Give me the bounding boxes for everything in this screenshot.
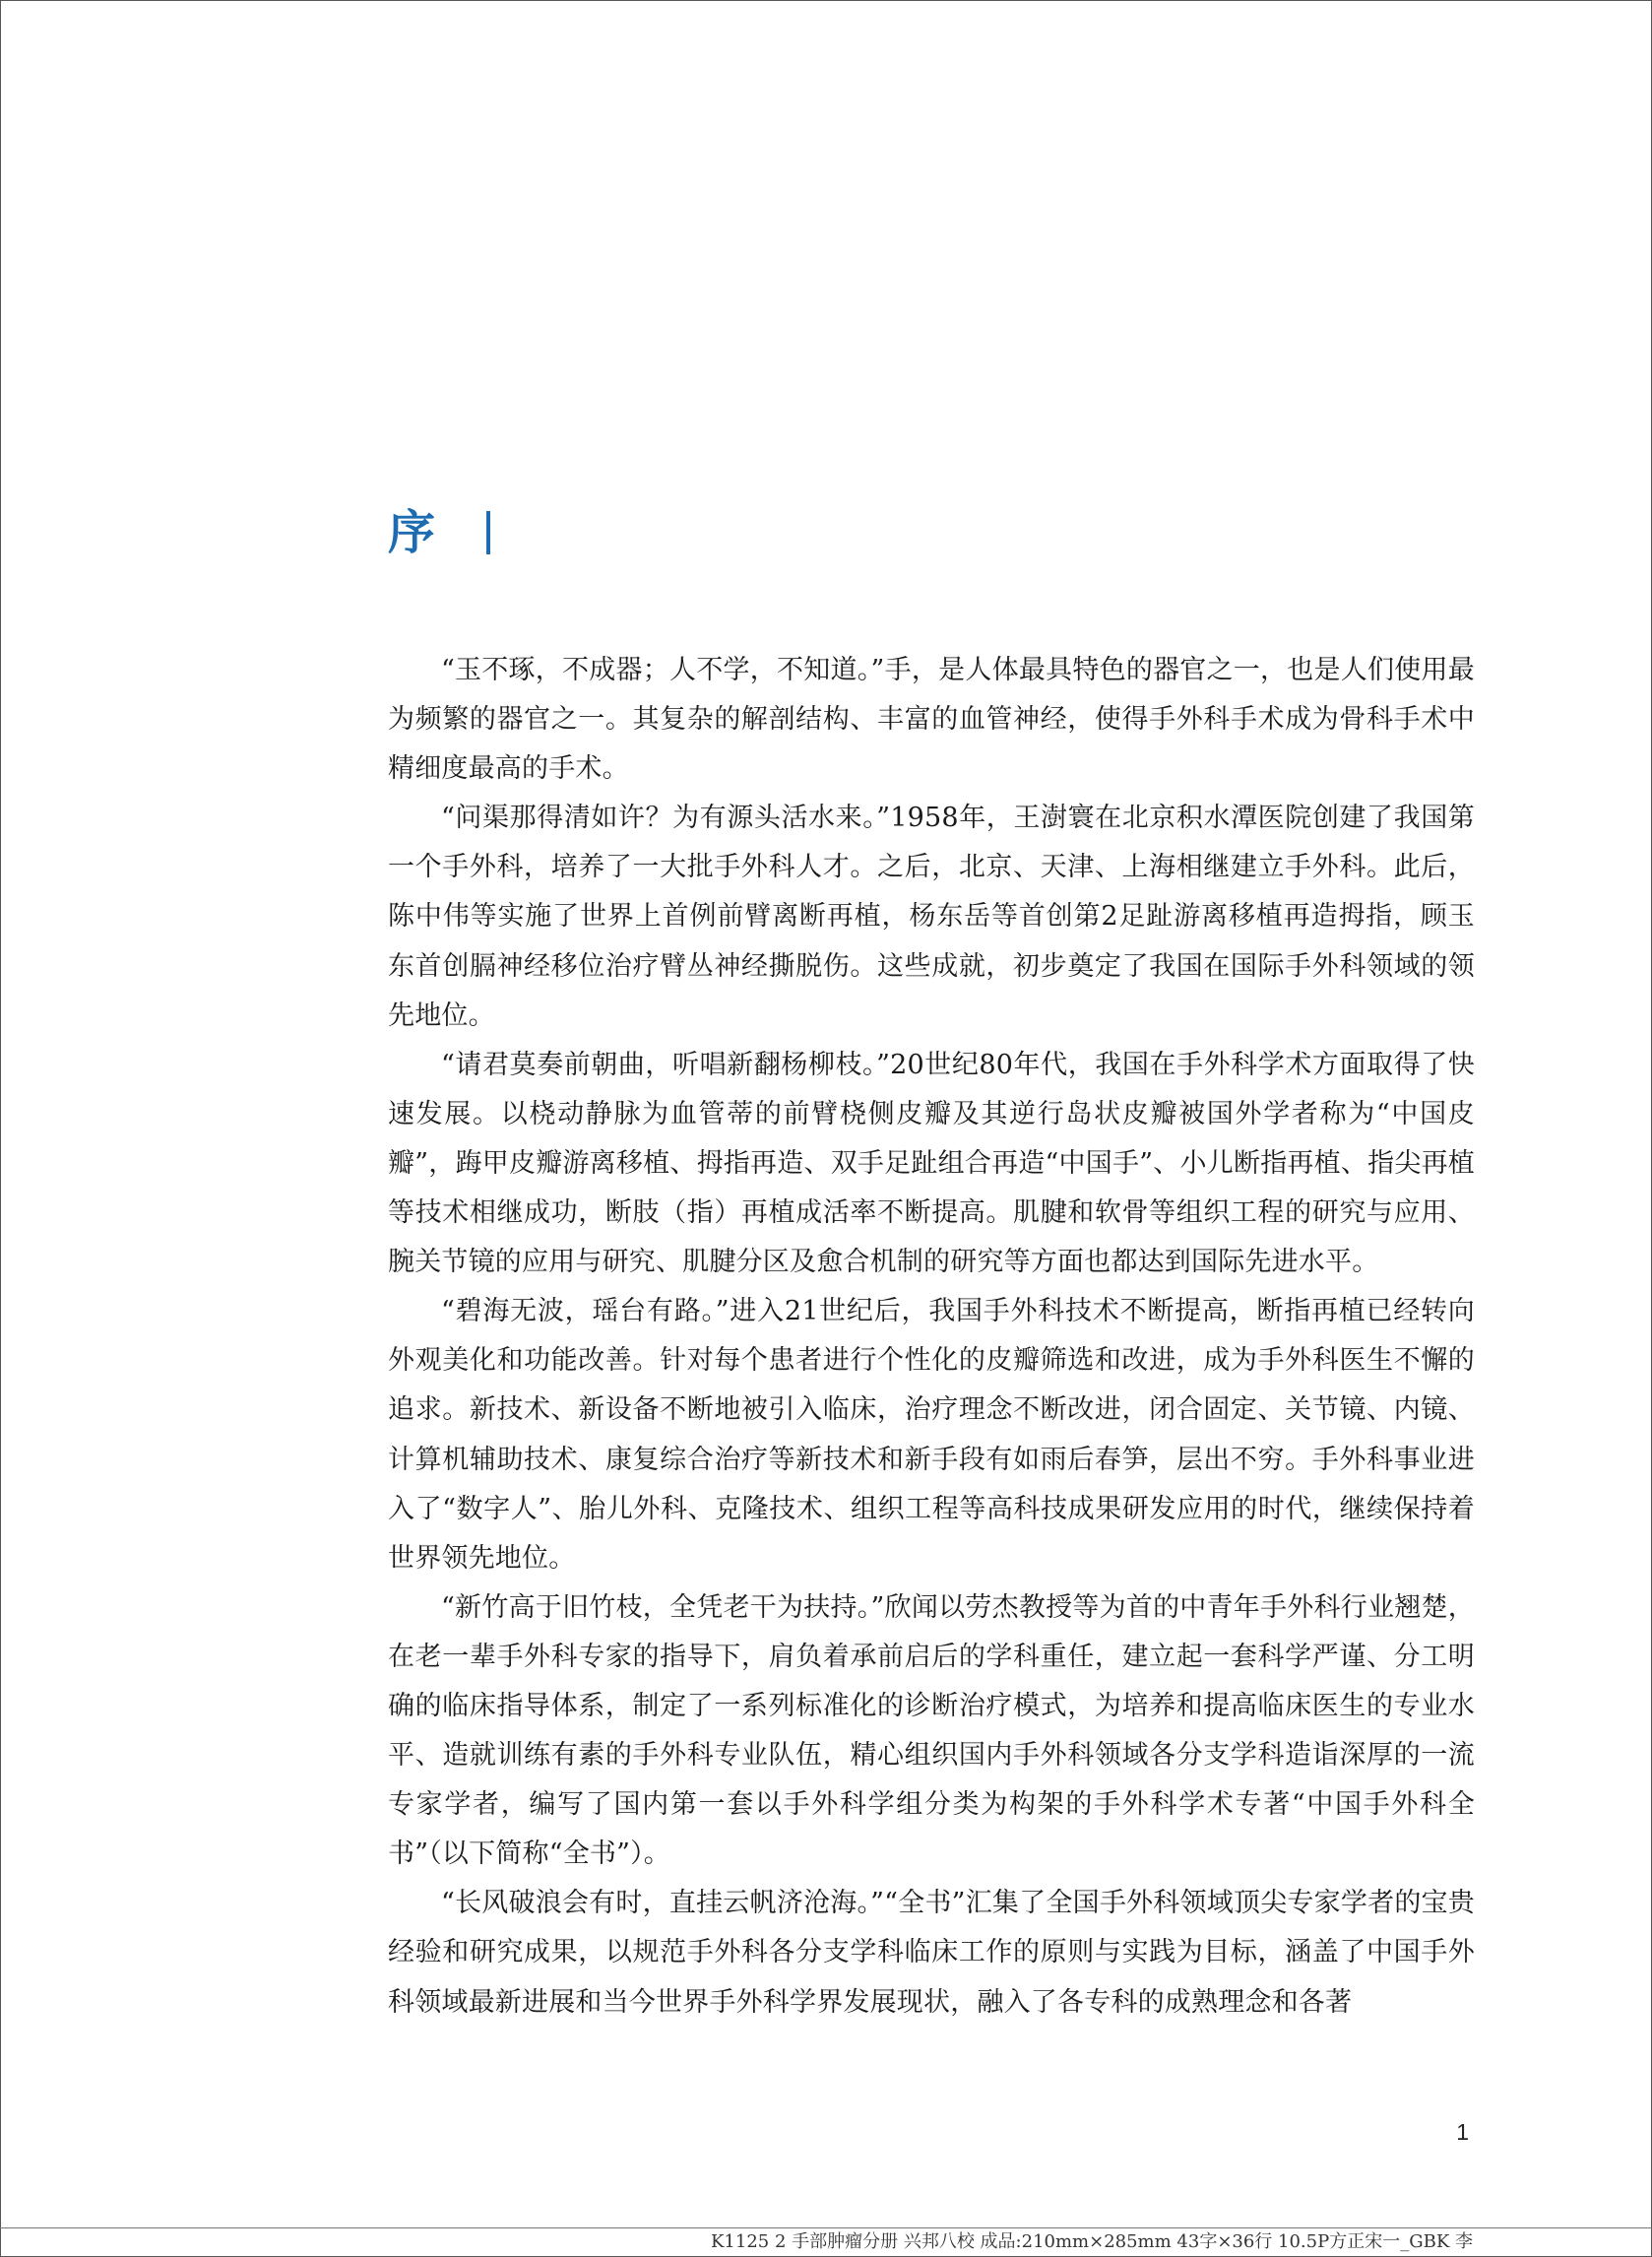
heading-accent-bar — [486, 511, 490, 554]
paragraph-1: “玉不琢，不成器；人不学，不知道。”手，是人体最具特色的器官之一，也是人们使用最为频繁的器官之一。其复杂的解剖结构、丰富的血管神经，使得手外科手术成为骨科手术中精细度最高的手术。 — [388, 655, 1475, 785]
footer-divider — [0, 2227, 1652, 2228]
page-number: 1 — [1456, 2119, 1469, 2145]
paragraph-4: “碧海无波，瑶台有路。”进入21世纪后，我国手外科技术不断提高，断指再植已经转向外观美化和功能改善。针对每个患者进行个性化的皮瓣筛选和改进，成为手外科医生不懈的追求。新技术、新设备不断地被引入临床，治疗理念不断改进，闭合固定、关节镜、内镜、计算机辅助技术、康复综合治疗等新技术和新手段有如雨后春笋，层出不穷。手外科事业进入了“数字人”、胎儿外科、克隆技术、组织工程等高科技成果研发应用的时代，继续保持着世界领先地位。 — [388, 1296, 1475, 1574]
heading-title: 序 — [388, 505, 436, 560]
paragraph-6: “长风破浪会有时，直挂云帆济沧海。”“全书”汇集了全国手外科领域顶尖专家学者的宝贵经验和研究成果，以规范手外科各分支学科临床工作的原则与实践为目标，涵盖了中国手外科领域最新进展和当今世界手外科学界发展现状，融入了各专科的成熟理念和各著 — [388, 1888, 1475, 2018]
paragraph-2: “问渠那得清如许？为有源头活水来。”1958年，王澍寰在北京积水潭医院创建了我国第一个手外科，培养了一大批手外科人才。之后，北京、天津、上海相继建立手外科。此后，陈中伟等实施了世界上首例前臂离断再植，杨东岳等首创第2足趾游离移植再造拇指，顾玉东首创膈神经移位治疗臂丛神经撕脱伤。这些成就，初步奠定了我国在国际手外科领域的领先地位。 — [388, 803, 1475, 1031]
body-text — [388, 646, 1475, 2028]
paragraph-3: “请君莫奏前朝曲，听唱新翻杨柳枝。”20世纪80年代，我国在手外科学术方面取得了快速发展。以桡动静脉为血管蒂的前臂桡侧皮瓣及其逆行岛状皮瓣被国外学者称为“中国皮瓣”，踇甲皮瓣游离移植、拇指再造、双手足趾组合再造“中国手”、小儿断指再植、指尖再植等技术相继成功，断肢（指）再植成活率不断提高。肌腱和软骨等组织工程的研究与应用、腕关节镜的应用与研究、肌腱分区及愈合机制的研究等方面也都达到国际先进水平。 — [388, 1049, 1475, 1278]
print-slug-line: K1125 2 手部肿瘤分册 兴邦八校 成品:210mm×285mm 43字×36行 10.5P方正宋一_GBK 李 — [710, 2231, 1473, 2252]
paragraph-5: “新竹高于旧竹枝，全凭老干为扶持。”欣闻以劳杰教授等为首的中青年手外科行业翘楚，在老一辈手外科专家的指导下，肩负着承前启后的学科重任，建立起一套科学严谨、分工明确的临床指导体系，制定了一系列标准化的诊断治疗模式，为培养和提高临床医生的专业水平、造就训练有素的手外科专业队伍，精心组织国内手外科领域各分支学科造诣深厚的一流专家学者，编写了国内第一套以手外科学组分类为构架的手外科学术专著“中国手外科全书”（以下简称“全书”）。 — [388, 1591, 1475, 1870]
section-heading — [388, 502, 435, 563]
